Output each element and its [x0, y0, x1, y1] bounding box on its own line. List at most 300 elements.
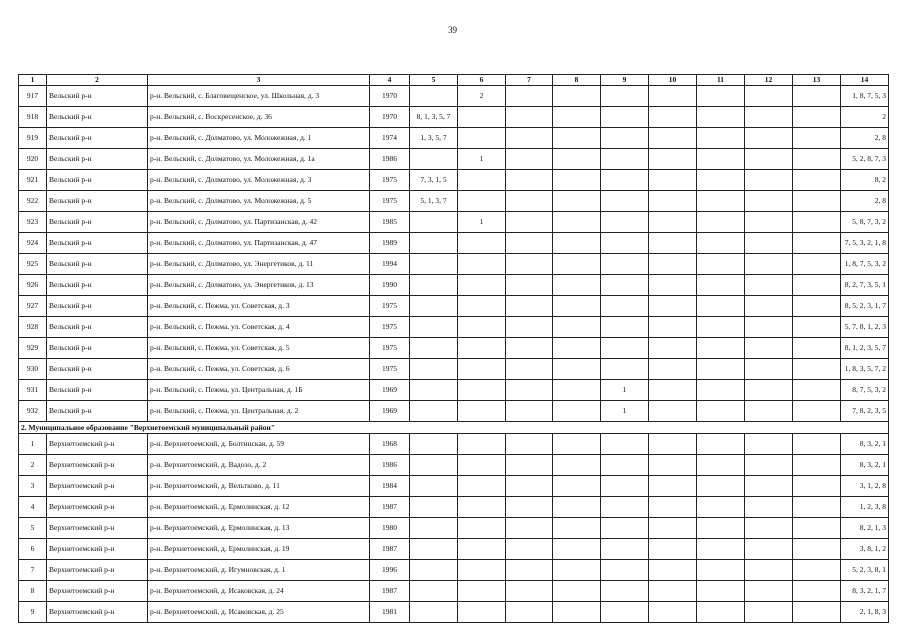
- table-cell-col-6: [458, 275, 506, 296]
- table-cell-col-6: [458, 380, 506, 401]
- table-cell-col-7: [506, 212, 553, 233]
- table-cell-col-9: [601, 338, 649, 359]
- table-cell-col-5: [410, 560, 458, 581]
- table-cell-col-1: 921: [19, 170, 47, 191]
- table-cell-col-11: [697, 455, 745, 476]
- table-cell-col-2: Вельский р-н: [47, 233, 148, 254]
- table-cell-col-5: [410, 401, 458, 422]
- table-cell-col-13: [793, 86, 841, 107]
- table-cell-col-14: 2, 1, 8, 3: [841, 602, 889, 623]
- table-cell-col-5: 8, 1, 3, 5, 7: [410, 107, 458, 128]
- table-cell-col-4: 1989: [370, 233, 410, 254]
- table-cell-col-4: 1969: [370, 401, 410, 422]
- table-cell-col-8: [553, 581, 601, 602]
- table-cell-col-12: [745, 455, 793, 476]
- table-cell-col-1: 926: [19, 275, 47, 296]
- table-cell-col-9: [601, 539, 649, 560]
- table-cell-col-3: р-н. Вельский, с. Пежма, ул. Советская, д. 3: [148, 296, 370, 317]
- table-cell-col-7: [506, 317, 553, 338]
- table-cell-col-11: [697, 107, 745, 128]
- header-row: [19, 75, 889, 86]
- table-cell-col-13: [793, 359, 841, 380]
- table-cell-col-11: [697, 254, 745, 275]
- table-cell-col-3: р-н. Вельский, с. Долматово, ул. Энергетиков, д. 11: [148, 254, 370, 275]
- table-cell-col-7: [506, 296, 553, 317]
- table-cell-col-11: [697, 128, 745, 149]
- table-cell-col-4: 1980: [370, 518, 410, 539]
- table-cell-col-13: [793, 560, 841, 581]
- table-cell-col-4: 1987: [370, 497, 410, 518]
- table-cell-col-6: 1: [458, 149, 506, 170]
- table-cell-col-1: 922: [19, 191, 47, 212]
- table-cell-col-7: [506, 539, 553, 560]
- table-cell-col-3: р-н. Вельский, с. Долматово, ул. Моложежная, д. 5: [148, 191, 370, 212]
- table-cell-col-13: [793, 497, 841, 518]
- table-cell-col-3: р-н. Вельский, с. Воскресенское, д. 36: [148, 107, 370, 128]
- table-cell-col-14: 8, 2, 7, 3, 5, 1: [841, 275, 889, 296]
- table-cell-col-4: 1975: [370, 359, 410, 380]
- table-cell-col-1: 3: [19, 476, 47, 497]
- table-row: [19, 497, 889, 518]
- table-cell-col-3: р-н. Верхнетоемский, д. Исаковская, д. 25: [148, 602, 370, 623]
- table-cell-col-12: [745, 539, 793, 560]
- table-cell-col-13: [793, 191, 841, 212]
- table-cell-col-5: [410, 602, 458, 623]
- table-cell-col-7: [506, 338, 553, 359]
- table-cell-col-14: 5, 2, 8, 7, 3: [841, 149, 889, 170]
- table-cell-col-9: [601, 128, 649, 149]
- table-cell-col-3: р-н. Верхнетоемский, д. Вадозо, д. 2: [148, 455, 370, 476]
- table-cell-col-5: 5, 1, 3, 7: [410, 191, 458, 212]
- table-cell-col-13: [793, 380, 841, 401]
- table-cell-col-2: Верхнетоемский р-н: [47, 539, 148, 560]
- table-cell-col-13: [793, 434, 841, 455]
- table-cell-col-2: Вельский р-н: [47, 170, 148, 191]
- column-header-1: 1: [19, 75, 47, 86]
- table-cell-col-9: [601, 170, 649, 191]
- table-cell-col-4: 1985: [370, 212, 410, 233]
- table-cell-col-6: [458, 128, 506, 149]
- table-cell-col-14: 3, 1, 2, 8: [841, 476, 889, 497]
- table-cell-col-5: [410, 296, 458, 317]
- table-cell-col-2: Верхнетоемский р-н: [47, 518, 148, 539]
- page-number: 39: [448, 25, 457, 35]
- table-cell-col-10: [649, 86, 697, 107]
- table-cell-col-5: [410, 317, 458, 338]
- table-cell-col-7: [506, 233, 553, 254]
- table-cell-col-1: 1: [19, 434, 47, 455]
- table-cell-col-11: [697, 380, 745, 401]
- table-cell-col-6: [458, 455, 506, 476]
- table-cell-col-2: Вельский р-н: [47, 359, 148, 380]
- table-cell-col-14: 2: [841, 107, 889, 128]
- table-cell-col-1: 923: [19, 212, 47, 233]
- table-cell-col-5: [410, 149, 458, 170]
- table-cell-col-9: [601, 602, 649, 623]
- table-cell-col-3: р-н. Вельский, с. Долматово, ул. Моложежная, д. 1а: [148, 149, 370, 170]
- table-cell-col-5: [410, 338, 458, 359]
- table-cell-col-9: [601, 476, 649, 497]
- table-cell-col-2: Вельский р-н: [47, 338, 148, 359]
- table-cell-col-13: [793, 170, 841, 191]
- table-row: [19, 107, 889, 128]
- table-cell-col-7: [506, 434, 553, 455]
- table-cell-col-11: [697, 518, 745, 539]
- table-cell-col-13: [793, 128, 841, 149]
- table-cell-col-7: [506, 518, 553, 539]
- table-cell-col-3: р-н. Вельский, с. Пежма, ул. Советская, д. 5: [148, 338, 370, 359]
- table-cell-col-4: 1981: [370, 602, 410, 623]
- table-cell-col-7: [506, 560, 553, 581]
- table-cell-col-2: Верхнетоемский р-н: [47, 434, 148, 455]
- table-cell-col-14: 8, 3, 2, 1: [841, 455, 889, 476]
- table-cell-col-12: [745, 107, 793, 128]
- table-cell-col-12: [745, 275, 793, 296]
- column-header-7: 7: [506, 75, 553, 86]
- table-row: [19, 359, 889, 380]
- table-cell-col-11: [697, 401, 745, 422]
- table-cell-col-9: [601, 497, 649, 518]
- table-cell-col-13: [793, 476, 841, 497]
- table-cell-col-12: [745, 359, 793, 380]
- table-cell-col-12: [745, 170, 793, 191]
- table-cell-col-2: Вельский р-н: [47, 380, 148, 401]
- table-cell-col-5: [410, 434, 458, 455]
- table-cell-col-6: [458, 497, 506, 518]
- table-cell-col-4: 1975: [370, 170, 410, 191]
- table-row: [19, 149, 889, 170]
- table-cell-col-5: [410, 254, 458, 275]
- table-cell-col-11: [697, 359, 745, 380]
- table-row: [19, 401, 889, 422]
- table-cell-col-1: 927: [19, 296, 47, 317]
- table-cell-col-10: [649, 380, 697, 401]
- table-cell-col-10: [649, 296, 697, 317]
- table-cell-col-13: [793, 233, 841, 254]
- table-cell-col-13: [793, 317, 841, 338]
- table-cell-col-5: [410, 86, 458, 107]
- table-cell-col-4: 1994: [370, 254, 410, 275]
- table-cell-col-1: 9: [19, 602, 47, 623]
- table-cell-col-3: р-н. Вельский, с. Пежма, ул. Советская, д. 4: [148, 317, 370, 338]
- table-cell-col-4: 1996: [370, 560, 410, 581]
- table-cell-col-8: [553, 275, 601, 296]
- table-cell-col-5: [410, 275, 458, 296]
- table-cell-col-5: [410, 581, 458, 602]
- table-row: [19, 296, 889, 317]
- table-cell-col-14: 1, 8, 7, 5, 3, 2: [841, 254, 889, 275]
- table-cell-col-1: 920: [19, 149, 47, 170]
- table-cell-col-12: [745, 518, 793, 539]
- registry-table: [18, 74, 889, 623]
- table-cell-col-1: 917: [19, 86, 47, 107]
- table-cell-col-10: [649, 317, 697, 338]
- table-row: [19, 380, 889, 401]
- table-row: [19, 275, 889, 296]
- table-cell-col-5: [410, 518, 458, 539]
- table-row: [19, 191, 889, 212]
- table-cell-col-10: [649, 476, 697, 497]
- table-cell-col-14: 8, 5, 2, 3, 1, 7: [841, 296, 889, 317]
- table-cell-col-4: 1975: [370, 338, 410, 359]
- table-cell-col-7: [506, 380, 553, 401]
- table-cell-col-12: [745, 191, 793, 212]
- table-cell-col-14: 2, 8: [841, 128, 889, 149]
- table-cell-col-3: р-н. Верхнетоемский, д. Вельтково, д. 11: [148, 476, 370, 497]
- column-header-13: 13: [793, 75, 841, 86]
- table-cell-col-14: 2, 8: [841, 191, 889, 212]
- table-cell-col-1: 931: [19, 380, 47, 401]
- table-cell-col-11: [697, 86, 745, 107]
- table-cell-col-3: р-н. Вельский, с. Пежма, ул. Центральная, д. 1Б: [148, 380, 370, 401]
- table-cell-col-12: [745, 476, 793, 497]
- column-header-2: 2: [47, 75, 148, 86]
- table-row: [19, 128, 889, 149]
- table-cell-col-9: [601, 233, 649, 254]
- column-header-3: 3: [148, 75, 370, 86]
- table-cell-col-3: р-н. Вельский, с. Долматово, ул. Партизанская, д. 42: [148, 212, 370, 233]
- table-cell-col-1: 2: [19, 455, 47, 476]
- table-cell-col-14: 7, 5, 3, 2, 1, 8: [841, 233, 889, 254]
- column-header-12: 12: [745, 75, 793, 86]
- table-cell-col-14: 1, 8, 7, 5, 3: [841, 86, 889, 107]
- table-cell-col-7: [506, 254, 553, 275]
- table-row: [19, 476, 889, 497]
- section-title: 2. Муниципальное образование "Верхнетоемский муниципальный район": [19, 422, 889, 434]
- table-cell-col-2: Вельский р-н: [47, 191, 148, 212]
- table-cell-col-8: [553, 191, 601, 212]
- table-cell-col-9: [601, 317, 649, 338]
- table-row: [19, 434, 889, 455]
- table-cell-col-13: [793, 455, 841, 476]
- table-cell-col-9: [601, 149, 649, 170]
- table-cell-col-9: [601, 560, 649, 581]
- table-cell-col-7: [506, 149, 553, 170]
- table-cell-col-6: [458, 107, 506, 128]
- table-cell-col-7: [506, 275, 553, 296]
- table-cell-col-4: 1970: [370, 86, 410, 107]
- table-cell-col-3: р-н. Верхнетоемский, д. Исаковская, д. 24: [148, 581, 370, 602]
- table-cell-col-5: 1, 3, 5, 7: [410, 128, 458, 149]
- table-cell-col-8: [553, 560, 601, 581]
- table-cell-col-1: 8: [19, 581, 47, 602]
- table-cell-col-10: [649, 518, 697, 539]
- table-cell-col-11: [697, 476, 745, 497]
- table-cell-col-12: [745, 212, 793, 233]
- table-cell-col-2: Верхнетоемский р-н: [47, 497, 148, 518]
- table-cell-col-4: 1987: [370, 539, 410, 560]
- table-cell-col-5: [410, 359, 458, 380]
- table-row: [19, 518, 889, 539]
- table-cell-col-2: Вельский р-н: [47, 296, 148, 317]
- table-cell-col-14: 8, 2: [841, 170, 889, 191]
- table-cell-col-11: [697, 539, 745, 560]
- table-cell-col-9: [601, 581, 649, 602]
- table-cell-col-3: р-н. Вельский, с. Долматово, ул. Энергетиков, д. 13: [148, 275, 370, 296]
- table-cell-col-8: [553, 149, 601, 170]
- table-cell-col-3: р-н. Верхнетоемский, д. Ермолинская, д. 19: [148, 539, 370, 560]
- table-cell-col-9: [601, 518, 649, 539]
- table-cell-col-10: [649, 401, 697, 422]
- table-cell-col-6: 1: [458, 212, 506, 233]
- table-cell-col-1: 925: [19, 254, 47, 275]
- table-cell-col-13: [793, 107, 841, 128]
- table-cell-col-14: 7, 8, 2, 3, 5: [841, 401, 889, 422]
- table-cell-col-12: [745, 233, 793, 254]
- table-cell-col-12: [745, 434, 793, 455]
- table-cell-col-2: Верхнетоемский р-н: [47, 560, 148, 581]
- table-cell-col-10: [649, 581, 697, 602]
- table-cell-col-5: [410, 380, 458, 401]
- table-cell-col-4: 1968: [370, 434, 410, 455]
- table-cell-col-4: 1986: [370, 455, 410, 476]
- table-cell-col-6: [458, 191, 506, 212]
- table-cell-col-2: Вельский р-н: [47, 128, 148, 149]
- table-cell-col-2: Верхнетоемский р-н: [47, 581, 148, 602]
- table-cell-col-2: Вельский р-н: [47, 317, 148, 338]
- table-cell-col-3: р-н. Вельский, с. Долматово, ул. Партизанская, д. 47: [148, 233, 370, 254]
- table-cell-col-13: [793, 338, 841, 359]
- table-cell-col-10: [649, 434, 697, 455]
- table-cell-col-7: [506, 359, 553, 380]
- table-row: [19, 212, 889, 233]
- table-cell-col-14: 5, 8, 7, 3, 2: [841, 212, 889, 233]
- column-header-14: 14: [841, 75, 889, 86]
- table-cell-col-11: [697, 296, 745, 317]
- table-cell-col-10: [649, 560, 697, 581]
- table-cell-col-7: [506, 401, 553, 422]
- table-cell-col-3: р-н. Вельский, с. Долматово, ул. Моложежная, д. 1: [148, 128, 370, 149]
- table-cell-col-12: [745, 296, 793, 317]
- table-cell-col-3: р-н. Вельский, с. Благовещенское, ул. Школьная, д. 3: [148, 86, 370, 107]
- table-cell-col-8: [553, 233, 601, 254]
- table-cell-col-2: Вельский р-н: [47, 86, 148, 107]
- table-cell-col-6: [458, 317, 506, 338]
- table-cell-col-14: 3, 8, 1, 2: [841, 539, 889, 560]
- table-cell-col-8: [553, 539, 601, 560]
- table-cell-col-7: [506, 170, 553, 191]
- column-header-10: 10: [649, 75, 697, 86]
- table-cell-col-8: [553, 434, 601, 455]
- table-cell-col-11: [697, 317, 745, 338]
- column-header-11: 11: [697, 75, 745, 86]
- table-cell-col-10: [649, 233, 697, 254]
- table-cell-col-4: 1969: [370, 380, 410, 401]
- table-cell-col-2: Вельский р-н: [47, 212, 148, 233]
- table-cell-col-6: [458, 296, 506, 317]
- table-cell-col-10: [649, 338, 697, 359]
- table-cell-col-11: [697, 581, 745, 602]
- table-cell-col-1: 919: [19, 128, 47, 149]
- table-cell-col-11: [697, 338, 745, 359]
- table-cell-col-14: 8, 1, 2, 3, 5, 7: [841, 338, 889, 359]
- table-cell-col-11: [697, 170, 745, 191]
- table-cell-col-8: [553, 296, 601, 317]
- table-cell-col-2: Верхнетоемский р-н: [47, 455, 148, 476]
- table-cell-col-8: [553, 380, 601, 401]
- table-cell-col-1: 928: [19, 317, 47, 338]
- table-cell-col-1: 7: [19, 560, 47, 581]
- table-cell-col-6: [458, 359, 506, 380]
- table-cell-col-2: Верхнетоемский р-н: [47, 476, 148, 497]
- table-cell-col-12: [745, 149, 793, 170]
- table-cell-col-8: [553, 497, 601, 518]
- table-cell-col-10: [649, 191, 697, 212]
- table-cell-col-13: [793, 401, 841, 422]
- table-cell-col-13: [793, 539, 841, 560]
- table-cell-col-7: [506, 191, 553, 212]
- table-cell-col-3: р-н. Вельский, с. Долматово, ул. Моложежная, д. 3: [148, 170, 370, 191]
- table-cell-col-1: 918: [19, 107, 47, 128]
- table-cell-col-7: [506, 497, 553, 518]
- table-cell-col-10: [649, 170, 697, 191]
- column-header-6: 6: [458, 75, 506, 86]
- table-cell-col-9: [601, 254, 649, 275]
- table-cell-col-12: [745, 581, 793, 602]
- table-cell-col-13: [793, 149, 841, 170]
- table-cell-col-7: [506, 86, 553, 107]
- table-cell-col-4: 1975: [370, 296, 410, 317]
- table-row: [19, 581, 889, 602]
- table-row: [19, 602, 889, 623]
- table-cell-col-9: [601, 107, 649, 128]
- table-cell-col-5: [410, 497, 458, 518]
- table-cell-col-8: [553, 86, 601, 107]
- table-cell-col-7: [506, 476, 553, 497]
- table-cell-col-8: [553, 602, 601, 623]
- table-cell-col-14: 8, 3, 2, 1: [841, 434, 889, 455]
- table-row: [19, 170, 889, 191]
- table-cell-col-10: [649, 455, 697, 476]
- table-cell-col-6: [458, 254, 506, 275]
- table-cell-col-12: [745, 86, 793, 107]
- table-cell-col-6: [458, 518, 506, 539]
- table-row: [19, 560, 889, 581]
- table-cell-col-2: Вельский р-н: [47, 254, 148, 275]
- table-cell-col-8: [553, 170, 601, 191]
- table-cell-col-9: [601, 455, 649, 476]
- table-cell-col-1: 924: [19, 233, 47, 254]
- table-cell-col-11: [697, 560, 745, 581]
- table-cell-col-12: [745, 602, 793, 623]
- table-cell-col-10: [649, 254, 697, 275]
- table-cell-col-8: [553, 254, 601, 275]
- table-cell-col-8: [553, 128, 601, 149]
- table-cell-col-6: [458, 170, 506, 191]
- column-header-4: 4: [370, 75, 410, 86]
- table-cell-col-13: [793, 518, 841, 539]
- table-cell-col-9: [601, 212, 649, 233]
- table-cell-col-8: [553, 359, 601, 380]
- table-cell-col-6: [458, 476, 506, 497]
- table-cell-col-14: 8, 3, 2, 1, 7: [841, 581, 889, 602]
- table-cell-col-11: [697, 191, 745, 212]
- table-cell-col-1: 932: [19, 401, 47, 422]
- table-cell-col-9: 1: [601, 380, 649, 401]
- table-cell-col-14: 8, 7, 5, 3, 2: [841, 380, 889, 401]
- table-cell-col-1: 5: [19, 518, 47, 539]
- table-cell-col-9: [601, 191, 649, 212]
- table-cell-col-12: [745, 128, 793, 149]
- table-cell-col-4: 1986: [370, 149, 410, 170]
- table-cell-col-13: [793, 296, 841, 317]
- table-cell-col-8: [553, 518, 601, 539]
- table-cell-col-14: 1, 2, 3, 8: [841, 497, 889, 518]
- table-cell-col-5: [410, 212, 458, 233]
- table-cell-col-9: [601, 86, 649, 107]
- table-cell-col-13: [793, 275, 841, 296]
- table-cell-col-4: 1974: [370, 128, 410, 149]
